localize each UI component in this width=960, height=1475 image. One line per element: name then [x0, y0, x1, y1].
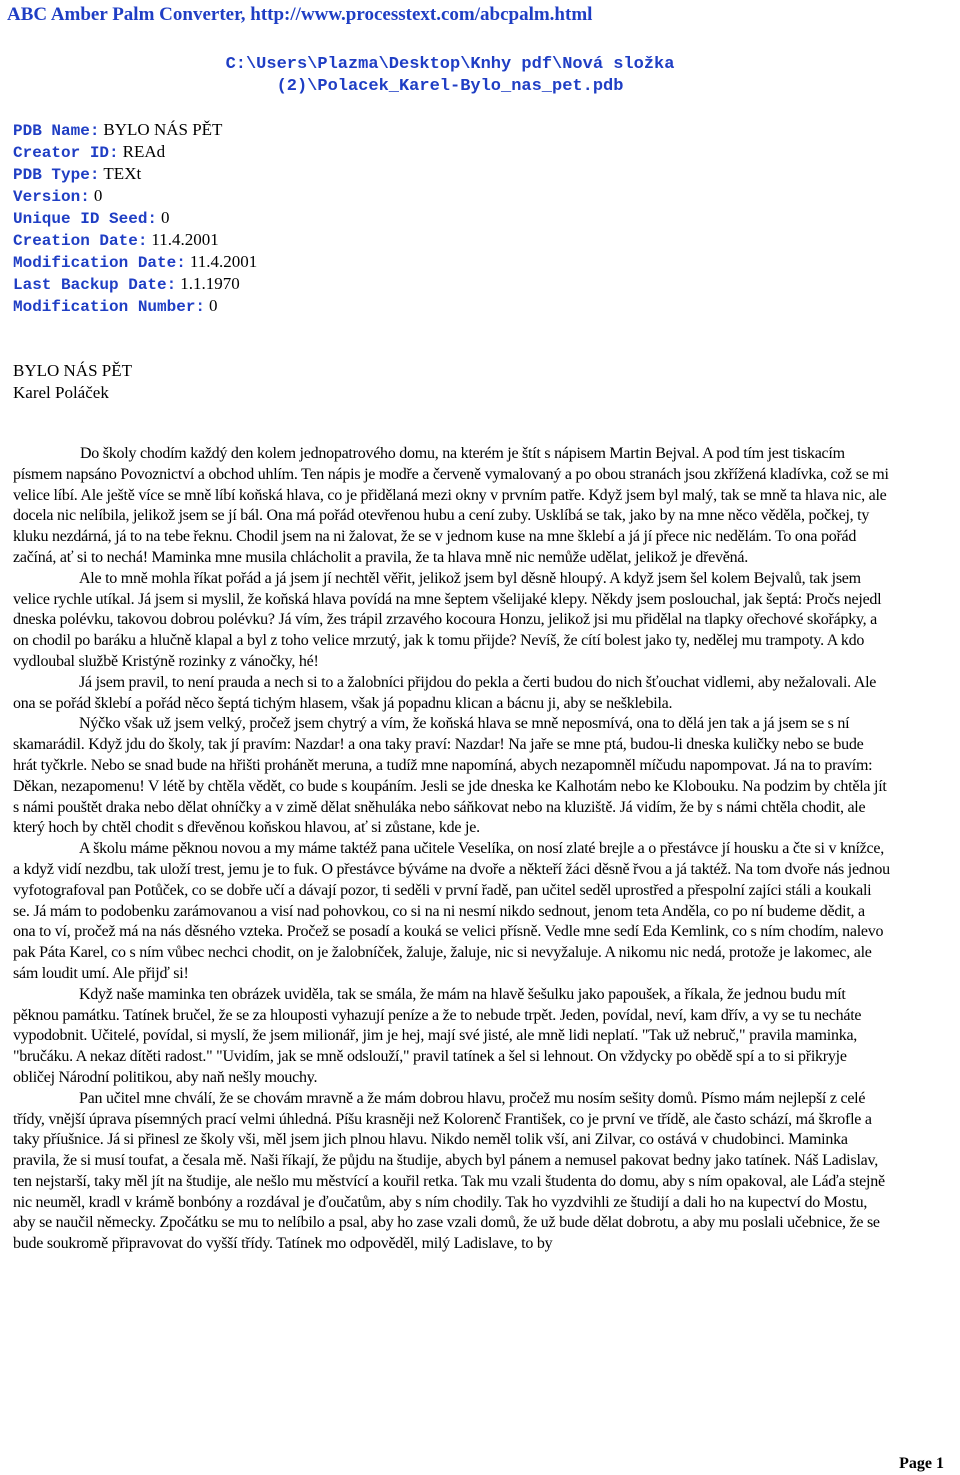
paragraph: Já jsem pravil, to není prauda a nech si to a žalobníci přijdou do pekla a čerti budou do nich šťouchat vidlemi, aby nežalovali. Ale ona se pořád šklebí a pořád něco šeptá tichým hlasem, však já popadnu klican a bácnu ji, aby se nešklebila. [13, 673, 877, 712]
meta-row-unique-id-seed [13, 207, 257, 229]
paragraph: Nýčko však už jsem velký, pročež jsem chytrý a vím, že koňská hlava se mně neposmívá, ona to dělá jen tak a já jsem se s ní skamarádil. Když jdu do školy, tak jí pravím: Nazdar! a ona taky praví: Nazdar! Na jaře se mne ptá, budou-li dneska kuličky nebo se bude hrát tyčkrle. Nebo se snad bude na hřišti prohánět meruna, a tudíž mne napomíná, abych nezapomněl míčudu napompovat. Já na to pravím: Děkan, nezapomenu! V létě by chtěla vědět, co bude s koupáním. Jesli se jde dneska ke Kalhotám nebo ke Klobouku. Na podzim by chtěla jít s námi pouštět draka nebo dělat ohníčky a v zimě dělat sněhuláka nebo sáňkovat nebo na kluziště. Já vidím, že by s námi chtěla chodit, ale který hoch by chtěl chodit s dřevěnou koňskou hlavou, ať si zůstane, kde je. [13, 715, 887, 837]
app-title: ABC Amber Palm Converter, http://www.processtext.com/abcpalm.html [7, 4, 593, 25]
meta-row-last-backup-date [13, 273, 257, 295]
paragraph: Pan učitel mne chválí, že se chovám mravně a že mám dobrou hlavu, pročež mu nosím sešity domů. Písmo mám nejlepší z celé třídy, vnější úprava písemných prací velmi úhledná. Píšu krasněji než Kolorenč František, co je první ve třídě, ale často schází, má škrofle a taky příušnice. Já si přinesl ze školy vši, měl jsem jich plnou hlavu. Nikdo neměl tolik vší, ani Zilvar, co ostává v chudobinci. Maminka pravila, že si musí toufat, a česala mě. Naši říkají, že půjdu na študije, abych byl pánem a nemusel pakovat bedny jako tatínek. Náš Ladislav, ten nejstarší, taky měl jít na študije, ale nešlo mu městvící a kouřil retka. Tak mu vzali študenta do domu, aby s ním opakoval, ale Láďa stejně nic neuměl, kradl v krámě bonbóny a rozdával je ďoučatům, aby s ním chodily. Tak ho vyzdvihli ze študijí a dali ho na kupectví do Mostu, aby se naučil německy. Zpočátku se mu to nelíbilo a psal, aby ho zase vzali domů, že už bude dělat dobrotu, a aby mu poslali učebnice, že se bude soukromě připravovat do vyšší třídy. Tatínek mo odpověděl, milý Ladislave, to by [13, 1089, 885, 1253]
file-path-line-2: (2)\Polacek_Karel-Bylo_nas_pet.pdb [276, 77, 624, 96]
meta-row-pdb-name [13, 119, 257, 141]
meta-key: PDB Type: [13, 166, 100, 184]
meta-value: 0 [93, 186, 103, 205]
meta-value: 0 [161, 208, 170, 227]
meta-key: Unique ID Seed: [13, 210, 158, 228]
meta-value: 1.1.1970 [180, 274, 240, 293]
meta-value: REAd [122, 142, 166, 161]
pdb-metadata-list [13, 119, 257, 317]
file-path [160, 54, 740, 98]
meta-value: TEXt [103, 164, 142, 183]
paragraph: Ale to mně mohla říkat pořád a já jsem jí nechtěl věřit, jelikož jsem byl děsně hloupý. A když jsem šel kolem Bejvalů, tak jsem velice rychle utíkal. Já jsem si myslil, že koňská hlava povídá na mne šeptem všelijaké klepy. Někdy jsem poslouchal, jak šeptá: Pročs nejedl dneska polévku, takovou dobrou polévku? Já vím, žes trápil zrzavého kocoura Honzu, jelikož jsi mu přidělal na tlapky ořechové skořápky, a on chodil po baráku a hlučně klapal a byl z toho velice mrzutý, jak k tomu přijde? Nevíš, že cítí bolest jako ty, nedělej mu trampoty. A kdo vydloubal službě Kristýně rozinky z vánočky, hé! [13, 569, 882, 670]
converter-header [0, 0, 960, 32]
paragraph: Do školy chodím každý den kolem jednopatrového domu, na kterém je štít s nápisem Martin Bejval. A pod tím jest tiskacím písmem napsáno Povoznictví a obchod uhlím. Ten nápis je modře a červeně vymalovaný a po obou stranách jsou zkřížená kladívka, což se mi velice líbí. Ale ještě více se mně líbí koňská hlava, co je přidělaná mezi okny v prvním patře. Když jsem byl malý, tak se mně ta hlava nic, ale docela nic nelíbila, jelikož jsem se jí bál. Ona má pořád otevřenou hubu a cení zuby. Usklíbá se tak, jako by na mne něco věděla, počkej, ty kluku nezdárná, já to na tebe řeknu. Chodil jsem na ni žalovat, že se v jednom kuse na mne šklebí a já jí přece nic nedělám. To ona pořád začíná, ať si to nechá! Maminka mne musila chlácholit a pravila, že ta hlava mně nic nemůže udělat, jelikož je dřevěná. [13, 445, 889, 566]
meta-key: Version: [13, 188, 90, 206]
meta-row-creator-id [13, 141, 257, 163]
meta-key: Creation Date: [13, 232, 148, 250]
meta-row-modification-number [13, 295, 257, 317]
paragraph: A školu máme pěknou novou a my máme taktéž pana učitele Veselíka, on nosí zlaté brejle a o přestávce jí housku a čte si v knížce, a když vidí nezdbu, tak uloží trest, jemu je to fuk. O přestávce býváme na dvoře a někteří žáci děsně řvou a já taktéž. Na tom dvoře nás jednou vyfotografoval pan Potůček, co se dobře učí a dávají pozor, ti sedělі v první řadě, pan učitel seděl uprostřed a přespolní zajíci stáli a koukali se. Já mám to podobenku zarámovanou a visí nad pohovkou, co si na ni nesmí nikdo sednout, jenom teta Anděla, co po ní budeme dědit, a ona to ví, pročež má na nás děsného vzteka. Pročež se posadí a kouká se velici přísně. Vedle mne sedí Eda Kemlink, co s ním chodím, nalevo pak Páta Karel, co s ním vůbec nechci chodit, on je žalobníček, žaluje, žaluje, nic si nevyžaluje. A nikomu nic nedá, protože je lakomec, ale sám loudit umí. Ale přijď si! [13, 840, 890, 982]
meta-row-modification-date [13, 251, 257, 273]
meta-value: BYLO NÁS PĚT [103, 120, 223, 139]
meta-key: Creator ID: [13, 144, 119, 162]
meta-row-pdb-type [13, 163, 257, 185]
meta-row-version [13, 185, 257, 207]
meta-key: PDB Name: [13, 122, 100, 140]
meta-value: 11.4.2001 [189, 252, 258, 271]
file-path-line-1: C:\Users\Plazma\Desktop\Knhy pdf\Nová složka [225, 55, 675, 74]
book-text [13, 444, 890, 1255]
paragraph: Když naše maminka ten obrázek uviděla, tak se smála, že mám na hlavě šešulku jako papoušek, a říkala, že jednou budu mít pěknou památku. Tatínek bručel, že se za hlouposti vyhazují peníze a že to nebude trpět. Jeden, povídal, neví, kam dřív, a vy se tu necháte vypodobnit. Učitelé, povídal, si myslí, že jsem milionář, jim je hej, mají své jisté, ale mně lidi neplatí. "Tak už nebruč," pravila maminka, "bručáku. A nekaz dítěti radost." "Uvidím, jak se mně odslouží," pravil tatínek a šel si lehnout. On vždycky po obědě spí a to si přikryje obličej Národní politikou, aby naň nešly mouchy. [13, 985, 862, 1086]
meta-row-creation-date [13, 229, 257, 251]
book-author: Karel Poláček [13, 383, 109, 402]
meta-value: 11.4.2001 [151, 230, 219, 249]
meta-value: 0 [209, 296, 218, 315]
meta-key: Last Backup Date: [13, 276, 177, 294]
meta-key: Modification Number: [13, 298, 206, 316]
book-heading [13, 360, 132, 404]
meta-key: Modification Date: [13, 254, 186, 272]
book-title: BYLO NÁS PĚT [13, 361, 133, 380]
page-number: Page 1 [899, 1455, 944, 1472]
